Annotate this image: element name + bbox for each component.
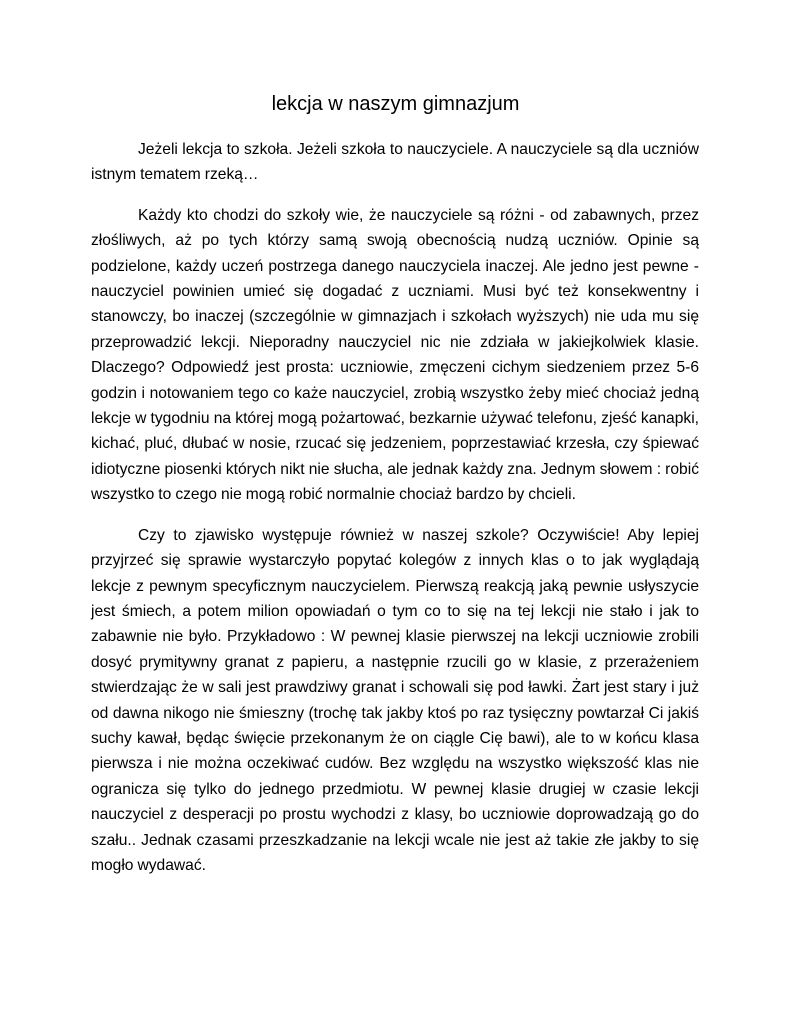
paragraph-teachers: Każdy kto chodzi do szkoły wie, że nauczyciele są różni - od zabawnych, przez złośliwych, aż po tych którzy samą swoją obecnością nudzą uczniów. Opinie są podzielone, każdy uczeń postrzega danego nauczyciela inaczej. Ale jedno jest pewne - nauczyciel powinien umieć się dogadać z uczniami. Musi być też konsekwentny i stanowczy, bo inaczej (szczególnie w gimnazjach i szkołach wyższych) nie uda mu się przeprowadzić lekcji. Nieporadny nauczyciel nic nie zdziała w jakiejkolwiek klasie. Dlaczego? Odpowiedź jest prosta: uczniowie, zmęczeni cichym siedzeniem przez 5-6 godzin i notowaniem tego co każe nauczyciel, zrobią wszystko żeby mieć chociaż jedną lekcje w tygodniu na której mogą pożartować, bezkarnie używać telefonu, zjeść kanapki, kichać, pluć, dłubać w nosie, rzucać się jedzeniem, poprzestawiać krzesła, czy śpiewać idiotyczne piosenki których nikt nie słucha, ale jednak każdy zna. Jednym słowem : robić wszystko to czego nie mogą robić normalnie chociaż bardzo by chcieli. (91, 206, 699, 504)
paragraph-intro: Jeżeli lekcja to szkoła. Jeżeli szkoła to nauczyciele. A nauczyciele są dla uczniów istnym tematem rzeką… (91, 141, 699, 184)
document-title: lekcja w naszym gimnazjum (271, 93, 520, 115)
document-body (91, 137, 699, 893)
paragraph-our-school: Czy to zjawisko występuje również w naszej szkole? Oczywiście! Aby lepiej przyjrzeć się sprawie wystarczyło popytać kolegów z innych klas o to jak wyglądają lekcje z pewnym specyficznym nauczycielem. Pierwszą reakcją jaką pewnie usłyszycie jest śmiech, a potem milion opowiadań o tym co to się na tej lekcji nie stało i jak to zabawnie nie było. Przykładowo : W pewnej klasie pierwszej na lekcji uczniowie zrobili dosyć prymitywny granat z papieru, a następnie rzucili go w klasie, z przerażeniem stwierdzając że w sali jest prawdziwy granat i schowali się pod ławki. Żart jest stary i już od dawna nikogo nie śmieszny (trochę tak jakby ktoś po raz tysięczny powtarzał Ci jakiś suchy kawał, będąc święcie przekonanym że on ciągle Cię bawi), ale to w końcu klasa pierwsza i nie można oczekiwać cudów. Bez względu na wszystko większość klas nie ogranicza się tylko do jednego przedmiotu. W pewnej klasie drugiej w czasie lekcji nauczyciel z desperacji po prostu wychodzi z klasy, bo uczniowie doprowadzają go do szału.. Jednak czasami przeszkadzanie na lekcji wcale nie jest aż takie złe jakby to się mogło wydawać. (91, 526, 699, 874)
